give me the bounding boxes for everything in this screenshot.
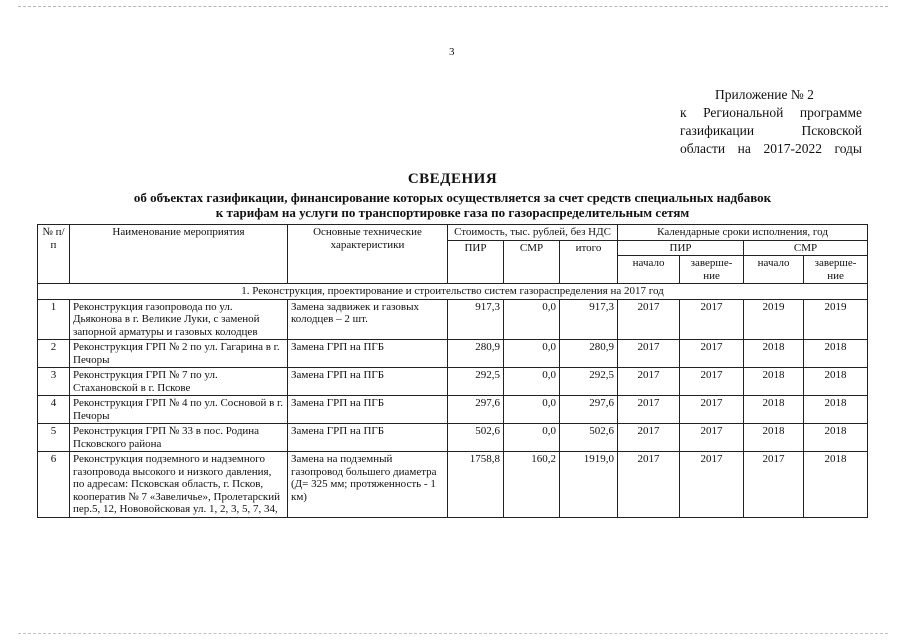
appendix-line-3: газификации Псковской: [680, 123, 862, 138]
header-num: № п/п: [38, 225, 70, 284]
row-number: 6: [38, 452, 70, 518]
header-smr-end: заверше-ние: [804, 256, 868, 284]
row-smr-start: 2018: [744, 368, 804, 396]
row-pir-start: 2017: [618, 368, 680, 396]
document-title: СВЕДЕНИЯ: [407, 171, 498, 187]
row-smr-end: 2018: [804, 396, 868, 424]
row-pir-end: 2017: [680, 396, 744, 424]
projects-table: [37, 224, 868, 518]
row-number: 3: [38, 368, 70, 396]
row-cost-smr: 0,0: [504, 340, 560, 368]
appendix-line-4: области на 2017-2022 годы: [680, 141, 862, 156]
table-row: [38, 396, 868, 424]
row-smr-end: 2018: [804, 424, 868, 452]
row-cost-total: 1919,0: [560, 452, 618, 518]
row-smr-end: 2019: [804, 299, 868, 340]
header-smr-start: начало: [744, 256, 804, 284]
row-pir-end: 2017: [680, 340, 744, 368]
row-pir-start: 2017: [618, 340, 680, 368]
header-smr-cost: СМР: [504, 240, 560, 284]
bottom-edge-line: [18, 633, 888, 634]
appendix-line-1: Приложение № 2: [715, 87, 814, 102]
row-number: 4: [38, 396, 70, 424]
row-number: 2: [38, 340, 70, 368]
table-row: [38, 340, 868, 368]
row-cost-pir: 502,6: [448, 424, 504, 452]
row-smr-end: 2018: [804, 340, 868, 368]
row-specs: Замена ГРП на ПГБ: [288, 396, 448, 424]
row-cost-pir: 292,5: [448, 368, 504, 396]
row-smr-start: 2018: [744, 424, 804, 452]
appendix-line-2: к Региональной программе: [680, 105, 862, 120]
table-row: [38, 452, 868, 518]
table-row: [38, 299, 868, 340]
header-pir-start: начало: [618, 256, 680, 284]
row-smr-start: 2018: [744, 396, 804, 424]
row-smr-start: 2018: [744, 340, 804, 368]
row-name: Реконструкция ГРП № 2 по ул. Гагарина в г. Печоры: [70, 340, 288, 368]
header-name: Наименование мероприятия: [70, 225, 288, 284]
row-specs: Замена ГРП на ПГБ: [288, 424, 448, 452]
header-row-1: [38, 225, 868, 241]
row-specs: Замена ГРП на ПГБ: [288, 368, 448, 396]
row-smr-start: 2017: [744, 452, 804, 518]
row-smr-start: 2019: [744, 299, 804, 340]
row-pir-start: 2017: [618, 396, 680, 424]
row-smr-end: 2018: [804, 368, 868, 396]
row-cost-total: 292,5: [560, 368, 618, 396]
row-cost-pir: 917,3: [448, 299, 504, 340]
header-dates-pir: ПИР: [618, 240, 744, 256]
section-title: 1. Реконструкция, проектирование и строительство систем газораспределения на 2017 год: [38, 284, 868, 300]
header-pir-end: заверше-ние: [680, 256, 744, 284]
header-pir-cost: ПИР: [448, 240, 504, 284]
row-cost-pir: 297,6: [448, 396, 504, 424]
row-pir-end: 2017: [680, 368, 744, 396]
header-specs: Основные технические характеристики: [288, 225, 448, 284]
header-dates-smr: СМР: [744, 240, 868, 256]
row-cost-smr: 0,0: [504, 424, 560, 452]
row-cost-smr: 0,0: [504, 396, 560, 424]
row-cost-total: 917,3: [560, 299, 618, 340]
row-name: Реконструкция газопровода по ул. Дьяконова в г. Великие Луки, с заменой запорной арматуры и газовых колодцев: [70, 299, 288, 340]
header-dates: Календарные сроки исполнения, год: [618, 225, 868, 241]
row-cost-pir: 280,9: [448, 340, 504, 368]
row-name: Реконструкция ГРП № 33 в пос. Родина Псковского района: [70, 424, 288, 452]
row-cost-pir: 1758,8: [448, 452, 504, 518]
row-cost-total: 297,6: [560, 396, 618, 424]
row-pir-start: 2017: [618, 424, 680, 452]
row-cost-smr: 0,0: [504, 368, 560, 396]
subtitle-line-2: к тарифам на услуги по транспортировке газа по газораспределительным сетям: [215, 205, 690, 220]
row-pir-end: 2017: [680, 452, 744, 518]
row-pir-end: 2017: [680, 424, 744, 452]
row-cost-total: 280,9: [560, 340, 618, 368]
header-cost: Стоимость, тыс. рублей, без НДС: [448, 225, 618, 241]
section-row: [38, 284, 868, 300]
row-specs: Замена на подземный газопровод большего диаметра (Д= 325 мм; протяженность - 1 км): [288, 452, 448, 518]
row-name: Реконструкция подземного и надземного газопровода высокого и низкого давления, по адресам: Псковская область, г. Псков, кооператив № 7 «Завеличье», Пролетарский пер.5, 12, Нововойсковая ул. 1, 2, 3, 5, 7, 34,: [70, 452, 288, 518]
row-pir-start: 2017: [618, 452, 680, 518]
row-cost-smr: 160,2: [504, 452, 560, 518]
row-number: 1: [38, 299, 70, 340]
row-pir-start: 2017: [618, 299, 680, 340]
row-number: 5: [38, 424, 70, 452]
row-name: Реконструкция ГРП № 4 по ул. Сосновой в г. Печоры: [70, 396, 288, 424]
row-smr-end: 2018: [804, 452, 868, 518]
row-specs: Замена ГРП на ПГБ: [288, 340, 448, 368]
table-row: [38, 368, 868, 396]
row-specs: Замена задвижек и газовых колодцев – 2 шт.: [288, 299, 448, 340]
table-row: [38, 424, 868, 452]
page-number: 3: [449, 46, 455, 58]
row-name: Реконструкция ГРП № 7 по ул. Стахановской в г. Пскове: [70, 368, 288, 396]
subtitle-line-1: об объектах газификации, финансирование которых осуществляется за счет средств специальных надбавок: [133, 190, 772, 205]
row-cost-smr: 0,0: [504, 299, 560, 340]
row-cost-total: 502,6: [560, 424, 618, 452]
header-total-cost: итого: [560, 240, 618, 284]
row-pir-end: 2017: [680, 299, 744, 340]
